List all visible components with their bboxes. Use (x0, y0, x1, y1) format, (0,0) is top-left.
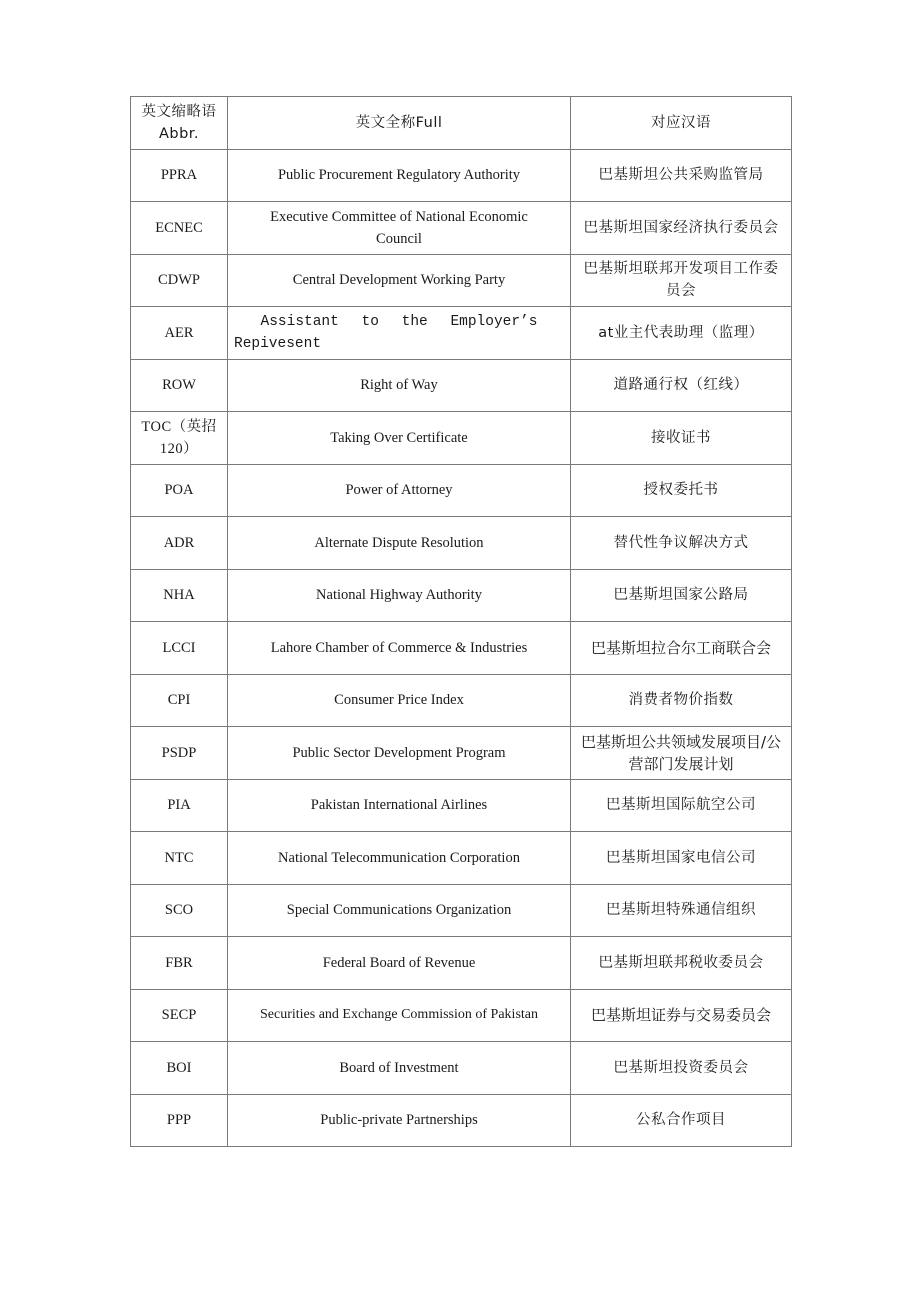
chinese-cell: at业主代表助理（监理） (571, 307, 792, 360)
abbr-cell: PIA (131, 779, 228, 832)
table-row (131, 202, 792, 255)
table-row (131, 254, 792, 307)
chinese-cell: 巴基斯坦联邦开发项目工作委员会 (571, 254, 792, 307)
chinese-cell: 巴基斯坦拉合尔工商联合会 (571, 622, 792, 675)
table-row (131, 464, 792, 517)
table-row (131, 989, 792, 1042)
full-name-cell: National Telecommunication Corporation (228, 832, 571, 885)
abbr-cell: ECNEC (131, 202, 228, 255)
full-name-cell: Assistant to the Employer’s Repivesent (228, 307, 571, 360)
full-name-cell: Public Procurement Regulatory Authority (228, 149, 571, 202)
chinese-cell: 巴基斯坦投资委员会 (571, 1042, 792, 1095)
abbr-cell: NHA (131, 569, 228, 622)
abbr-cell: ADR (131, 517, 228, 570)
abbreviation-table (130, 96, 792, 1147)
chinese-cell: 巴基斯坦特殊通信组织 (571, 884, 792, 937)
abbr-cell: PPRA (131, 149, 228, 202)
table-row (131, 1042, 792, 1095)
chinese-cell: 接收证书 (571, 412, 792, 465)
full-name-cell: Right of Way (228, 359, 571, 412)
chinese-cell: 公私合作项目 (571, 1094, 792, 1147)
table-row (131, 359, 792, 412)
full-name-cell: Power of Attorney (228, 464, 571, 517)
full-name-cell: Central Development Working Party (228, 254, 571, 307)
header-full: 英文全称Full (228, 97, 571, 150)
abbr-cell: ROW (131, 359, 228, 412)
table-header-row (131, 97, 792, 150)
full-name-cell: Consumer Price Index (228, 674, 571, 727)
table-row (131, 412, 792, 465)
chinese-cell: 巴基斯坦国家公路局 (571, 569, 792, 622)
full-name-cell: National Highway Authority (228, 569, 571, 622)
abbr-cell: NTC (131, 832, 228, 885)
abbr-cell: AER (131, 307, 228, 360)
chinese-cell: 替代性争议解决方式 (571, 517, 792, 570)
full-name-cell: Alternate Dispute Resolution (228, 517, 571, 570)
chinese-cell: 消费者物价指数 (571, 674, 792, 727)
full-name-cell: Securities and Exchange Commission of Pakistan (228, 989, 571, 1042)
table-row (131, 779, 792, 832)
full-name-cell: Board of Investment (228, 1042, 571, 1095)
full-name-cell: Federal Board of Revenue (228, 937, 571, 990)
full-name-cell: Public-private Partnerships (228, 1094, 571, 1147)
chinese-cell: 巴基斯坦公共领域发展项目/公营部门发展计划 (571, 727, 792, 780)
abbr-cell: LCCI (131, 622, 228, 675)
header-abbr: 英文缩略语 Abbr. (131, 97, 228, 150)
abbr-cell: PSDP (131, 727, 228, 780)
chinese-cell: 授权委托书 (571, 464, 792, 517)
chinese-cell: 巴基斯坦联邦税收委员会 (571, 937, 792, 990)
abbr-cell: BOI (131, 1042, 228, 1095)
chinese-cell: 巴基斯坦国家经济执行委员会 (571, 202, 792, 255)
table-row (131, 727, 792, 780)
abbr-cell: POA (131, 464, 228, 517)
abbr-cell: PPP (131, 1094, 228, 1147)
chinese-cell: 道路通行权（红线） (571, 359, 792, 412)
table-row (131, 1094, 792, 1147)
full-name-cell: Public Sector Development Program (228, 727, 571, 780)
header-chinese: 对应汉语 (571, 97, 792, 150)
full-name-cell: Special Communications Organization (228, 884, 571, 937)
table-row (131, 674, 792, 727)
chinese-cell: 巴基斯坦国际航空公司 (571, 779, 792, 832)
full-name-cell: Pakistan International Airlines (228, 779, 571, 832)
table-row (131, 937, 792, 990)
abbr-cell: SECP (131, 989, 228, 1042)
table-row (131, 517, 792, 570)
chinese-cell: 巴基斯坦证券与交易委员会 (571, 989, 792, 1042)
full-name-cell: Executive Committee of National Economic Council (228, 202, 571, 255)
abbr-cell: CPI (131, 674, 228, 727)
table-row (131, 149, 792, 202)
table-row (131, 307, 792, 360)
abbr-cell: FBR (131, 937, 228, 990)
abbr-cell: SCO (131, 884, 228, 937)
table-row (131, 884, 792, 937)
full-name-cell: Lahore Chamber of Commerce & Industries (228, 622, 571, 675)
chinese-cell: 巴基斯坦公共采购监管局 (571, 149, 792, 202)
chinese-cell: 巴基斯坦国家电信公司 (571, 832, 792, 885)
table-row (131, 622, 792, 675)
table-row (131, 832, 792, 885)
abbr-cell: CDWP (131, 254, 228, 307)
full-name-cell: Taking Over Certificate (228, 412, 571, 465)
table-row (131, 569, 792, 622)
abbr-cell: TOC（英招120） (131, 412, 228, 465)
